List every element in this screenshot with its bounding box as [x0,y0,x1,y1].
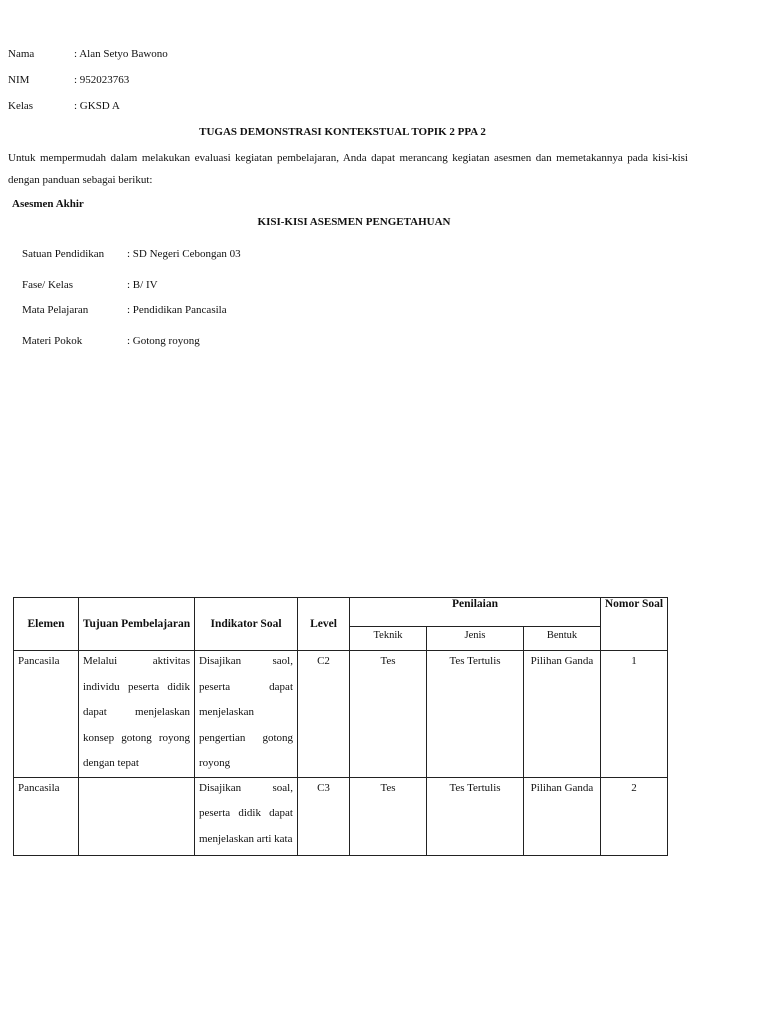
kisi-kisi-title: KISI-KISI ASESMEN PENGETAHUAN [257,216,451,228]
row2-indikator [195,777,298,855]
row2-indikator-line: menjelaskan arti kata [199,832,293,845]
row1-tujuan [79,651,195,778]
row1-level [298,651,350,778]
row1-indikator-line: Disajikan saol, [199,655,293,667]
row1-teknik-text: Tes [380,655,396,667]
intro-paragraph [8,147,688,191]
row1-teknik [350,651,427,778]
section-heading: Asesmen Akhir [12,198,84,210]
nama-value: : Alan Setyo Bawono [74,48,168,60]
header-penilaian [350,598,601,627]
materi-label: Materi Pokok [22,335,83,347]
row2-tujuan [79,777,195,855]
row1-indikator-line: royong [199,757,231,769]
table-header-row [14,598,668,627]
nim-value: : 952023763 [74,74,130,86]
row1-jenis [427,651,524,778]
header-nomor-label: Nomor Soal [604,598,664,610]
header-bentuk: Bentuk [524,627,601,651]
row2-teknik-text: Tes [380,781,396,794]
header-tujuan: Tujuan Pembelajaran [79,598,195,651]
row2-bentuk-text: Pilihan Ganda [530,781,594,794]
row1-elemen-text: Pancasila [18,655,60,667]
row1-indikator-line: pengertian gotong [199,731,293,744]
row1-tujuan-line: individu peserta didik [83,680,190,693]
table-row [14,777,668,855]
materi-value: : Gotong royong [127,335,200,347]
row2-indikator-line: Disajikan soal, [199,781,293,794]
fase-value: : B/ IV [127,279,158,291]
row2-level [298,777,350,855]
intro-line-1: Untuk mempermudah dalam melakukan evaluasi kegiatan pembelajaran, Anda dapat merancang kegiatan asesmen dan memetakannya pada kisi-kisi [8,152,688,164]
header-nomor [601,598,668,651]
row2-indikator-line: peserta didik dapat [199,807,293,819]
header-elemen: Elemen [14,598,79,651]
row1-tujuan-text [83,649,190,777]
row2-indikator-text [199,776,293,853]
header-penilaian-label: Penilaian [451,598,498,610]
row2-jenis [427,777,524,855]
kelas-label: Kelas [8,100,34,112]
intro-line-2: dengan panduan sebagai berikut: [8,174,153,186]
row1-bentuk-text: Pilihan Ganda [530,655,594,667]
row1-tujuan-line: konsep gotong royong [83,731,190,744]
table-row [14,651,668,778]
row1-bentuk [524,651,601,778]
row1-jenis-text: Tes Tertulis [449,655,501,667]
mapel-label: Mata Pelajaran [22,304,89,316]
row1-indikator-text [199,649,293,777]
row1-tujuan-line: dengan tepat [83,757,139,769]
row1-nomor-text: 1 [631,655,637,667]
satuan-value: : SD Negeri Cebongan 03 [127,248,241,260]
satuan-label: Satuan Pendidikan [22,248,105,260]
header-indikator: Indikator Soal [195,598,298,651]
row2-nomor [601,777,668,855]
kisi-kisi-table [13,597,668,856]
row2-teknik [350,777,427,855]
row2-elemen [14,777,79,855]
row1-tujuan-line: dapat menjelaskan [83,706,190,718]
row1-indikator [195,651,298,778]
row2-bentuk [524,777,601,855]
row1-level-text: C2 [317,655,330,667]
nim-label: NIM [8,74,30,86]
mapel-value: : Pendidikan Pancasila [127,304,227,316]
row1-nomor [601,651,668,778]
row1-indikator-line: menjelaskan [199,706,254,718]
row2-jenis-text: Tes Tertulis [449,781,501,794]
header-level: Level [298,598,350,651]
row2-elemen-text: Pancasila [18,781,60,794]
row2-level-text: C3 [317,781,330,794]
nama-label: Nama [8,48,35,60]
header-jenis: Jenis [427,627,524,651]
row1-tujuan-line: Melalui aktivitas [83,655,190,667]
document-title: TUGAS DEMONSTRASI KONTEKSTUAL TOPIK 2 PPA 2 [199,126,486,138]
fase-label: Fase/ Kelas [22,279,74,291]
row1-elemen [14,651,79,778]
header-teknik: Teknik [350,627,427,651]
row2-nomor-text: 2 [631,781,637,794]
kelas-value: : GKSD A [74,100,120,112]
row1-indikator-line: peserta dapat [199,680,293,693]
